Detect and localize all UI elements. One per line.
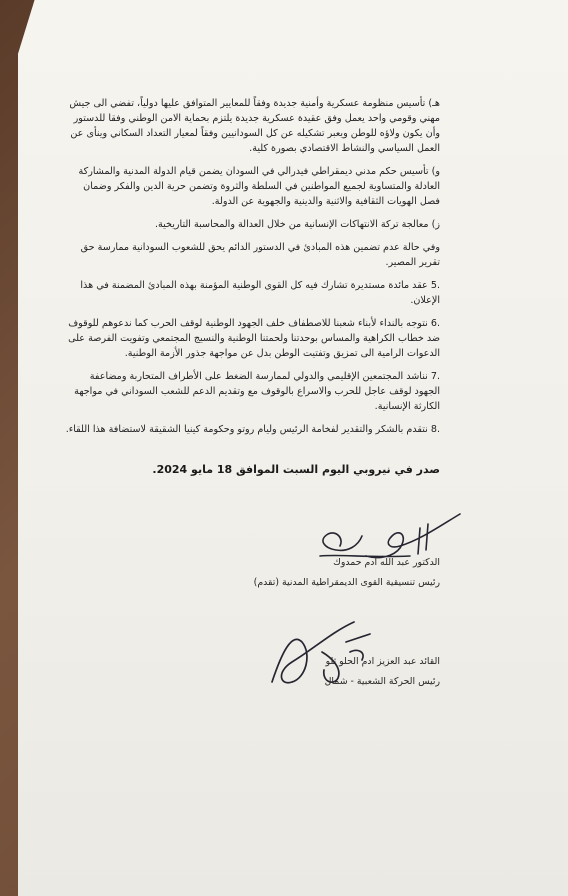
item-5 (62, 278, 440, 308)
signatory-1-title: رئيس تنسيقية القوى الديمقراطية المدنية (تقدم) (253, 577, 440, 588)
clause-z: ز) معالجة تركة الانتهاكات الإنسانية من خلال العدالة والمحاسبة التاريخية. (154, 219, 440, 230)
item-8-number: 8. (430, 424, 440, 435)
clause-w: و) تأسيس حكم مدني ديمقراطي فيدرالي في السودان يضمن قيام الدولة المدنية والمشاركة العادلة والمتساوية لجميع المواطنين في السلطة والثروة وتضمن حرية الدين والفكر وضمان فصل الهويات الثقافية والاثنية والدينية والجهوية عن الدولة. (78, 166, 440, 207)
item-5-text: عقد مائدة مستديرة تشارك فيه كل القوى الوطنية المؤمنة بهذه المبادئ المضمنة في هذا الإعلان. (80, 280, 440, 306)
signatory-1-name: الدكتور عبد الله آدم حمدوك (333, 557, 440, 568)
document-body (62, 96, 440, 445)
item-6 (62, 316, 440, 361)
item-6-text: نتوجه بالنداء لأبناء شعبنا للاصطفاف خلف الجهود الوطنية لوقف الحرب كما ندعوهم للوقوف ضد خطاب الكراهية والمساس بوحدتنا ولحمتنا الوطنية والنسيج المجتمعي وتفويت الفرصة على الدعوات الرامية الى تمزيق وتفتيت الوطن بدل عن مواجهة جذور الأزمة الوطنية. (68, 318, 440, 359)
self-determination-note: وفي حالة عدم تضمين هذه المبادئ في الدستور الدائم يحق للشعوب السودانية ممارسة حق تقرير المصير. (80, 242, 440, 268)
issued-date-line: صدر في نيروبي اليوم السبت الموافق 18 مايو 2024. (152, 463, 440, 476)
signatory-2-title: رئيس الحركة الشعبية - شمال (324, 676, 440, 687)
signatory-2-name: القائد عبد العزيز ادم الحلو ثلو (325, 656, 440, 667)
item-7 (62, 369, 440, 414)
signatory-2 (220, 652, 440, 692)
item-5-number: 5. (430, 280, 440, 291)
item-7-text: نناشد المجتمعين الإقليمي والدولي لممارسة الضغط على الأطراف المتحاربة ومضاعفة الجهود لوقف عاجل للحرب والاسراع بالوقوف مع وتقديم الدعم للشعب السوداني في مواجهة الكارثة الإنسانية. (74, 371, 440, 412)
item-8 (62, 422, 440, 437)
clause-h: هـ) تأسيس منظومة عسكرية وأمنية جديدة وفقاً للمعايير المتوافق عليها دولياً، تفضي الى جيش مهني وقومي واحد يعمل وفق عقيدة عسكرية جديدة يلتزم بحماية الامن الوطني وفقا للدستور وأن يكون ولاؤه للوطن ويعبر تشكيله عن كل السودانيين وفقاً لمعيار التعداد السكاني وينأى عن العمل السياسي والنشاط الاقتصادي بصورة كلية. (69, 98, 440, 154)
signatory-1 (220, 553, 440, 593)
item-6-number: 6. (430, 318, 440, 329)
item-8-text: نتقدم بالشكر والتقدير لفخامة الرئيس وليام روتو وحكومة كينيا الشقيقة لاستضافة هذا اللقاء. (65, 424, 428, 435)
item-7-number: 7. (430, 371, 440, 382)
